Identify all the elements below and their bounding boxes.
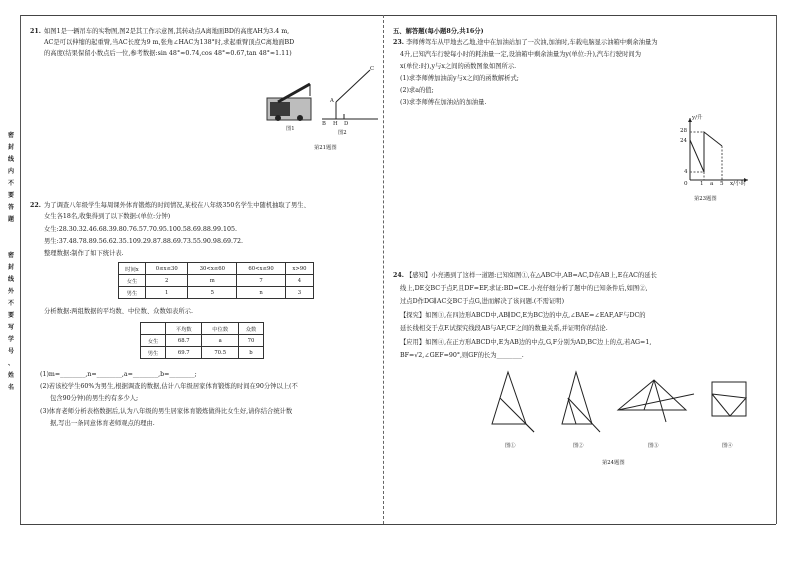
table-cell: 7 xyxy=(237,275,286,287)
analysis-text: 分析数据:两组数据的平均数、中位数、众数如表所示. xyxy=(44,308,193,315)
side-char: 密 xyxy=(7,252,14,259)
triangle-gef xyxy=(712,394,746,416)
table-cell: 1 xyxy=(145,287,187,299)
figure-label: 图① xyxy=(505,443,516,449)
triangle-abc xyxy=(562,372,592,424)
table-cell: x>90 xyxy=(285,263,313,275)
question-text-line: 线上,DE交BC于点F,且DF=EF,求证:BD=CE.小亮仔细分析了题中的已知条件后,如图②, xyxy=(400,285,648,292)
subquestion-3: (3)求李师傅在加油站的加油量. xyxy=(400,99,487,106)
figure-label: 图③ xyxy=(648,443,659,449)
side-char: 不 xyxy=(7,180,14,187)
side-char: 名 xyxy=(7,384,14,391)
section-heading: 五、解答题(每小题8分,共16分) xyxy=(393,28,484,35)
data-line-girls: 女生:28.30.32.46.68.39.80.76.57.70.95.100.58.69.88.99.105. xyxy=(44,226,237,233)
table-cell: a xyxy=(202,335,238,347)
data-line-boys: 男生:37.48.78.89.56.62.35.109.29.87.88.69.73.55.90.98.69.72. xyxy=(44,238,243,245)
y-tick-label: 28 xyxy=(680,128,688,134)
subquestion-3-cont: 据,写出一条同意体育老师观点的理由. xyxy=(50,420,155,427)
subquestion-1: (1)m=________,n=________,a=________,b=________; xyxy=(40,371,197,378)
side-char: 线 xyxy=(7,156,14,163)
table-cell: 女生 xyxy=(119,275,146,287)
side-char: 要 xyxy=(7,312,14,319)
side-char: 外 xyxy=(7,288,14,295)
table-cell: 男生 xyxy=(141,347,166,359)
side-char: 答 xyxy=(7,204,14,211)
figure-1-label: 图1 xyxy=(286,126,295,132)
question-text-line: x(单位:时),y与x之间的函数图象如图所示. xyxy=(400,63,517,70)
figure-caption: 第23题图 xyxy=(694,196,717,202)
figure-2-label: 图2 xyxy=(338,130,347,136)
crane-wheel xyxy=(297,115,303,121)
question-text-line: 【应用】如图④,在正方形ABCD中,E为AB边的中点,G,F分别为AD,BC边上的点,若AG=1, xyxy=(400,339,652,346)
point-label-h: H xyxy=(333,121,338,127)
table-cell: 5 xyxy=(188,287,237,299)
table-row xyxy=(141,347,264,359)
table-cell: b xyxy=(238,347,263,359)
table-cell: 女生 xyxy=(141,335,166,347)
extension-ce xyxy=(526,424,534,432)
table-row xyxy=(119,275,314,287)
y-axis-label: y/升 xyxy=(692,115,703,121)
question-text-line: 4升,已知汽车行驶每小时的耗油量一定,设油箱中剩余油量为y(单位:升),汽车行驶时间为 xyxy=(400,51,641,58)
crane-schematic-figure xyxy=(320,64,380,126)
question-text-line: BF=√2,∠GEF=90°,则GF的长为________. xyxy=(400,352,524,359)
question-text-line: 过点D作DG∥AC交BC于点G,进而解决了该问题.(不需证明) xyxy=(400,298,565,305)
question-text-line: 整理数据:制作了如下统计表. xyxy=(44,250,124,257)
side-char: 号 xyxy=(7,348,14,355)
side-char: 内 xyxy=(7,168,14,175)
question-number: 22. xyxy=(30,202,41,209)
statistics-table xyxy=(140,322,264,359)
table-cell: 2 xyxy=(145,275,187,287)
table-row xyxy=(119,287,314,299)
table-cell: 男生 xyxy=(119,287,146,299)
table-cell: 68.7 xyxy=(166,335,202,347)
table-cell: 30<x≤60 xyxy=(188,263,237,275)
question-number: 23. xyxy=(393,39,404,46)
table-cell: 时间x xyxy=(119,263,146,275)
question-text-line: 【感知】小亮遇到了这样一道题:已知如图①,在△ABC中,AB=AC,D在AB上,E在AC的延长 xyxy=(406,272,657,279)
x-tick-label: a xyxy=(710,181,714,187)
table-cell: 众数 xyxy=(238,323,263,335)
x-axis-label: x/小时 xyxy=(730,181,747,187)
table-row xyxy=(141,335,264,347)
side-char: 学 xyxy=(7,336,14,343)
question-text-line: AC是可以伸缩的起重臂,当AC长度为9 m,张角∠HAC为138°时,求起重臂顶点C离地面BD xyxy=(44,39,295,46)
table-cell: 4 xyxy=(285,275,313,287)
side-char: 密 xyxy=(7,132,14,139)
figure-label: 图④ xyxy=(722,443,733,449)
square-abcd xyxy=(712,382,746,416)
x-tick-label: 1 xyxy=(700,181,704,187)
geometry-figure-1 xyxy=(486,368,542,434)
side-char: 题 xyxy=(7,216,14,223)
point-label-a: A xyxy=(330,98,334,104)
side-char: 姓 xyxy=(7,372,14,379)
table-cell: 70 xyxy=(238,335,263,347)
subquestion-2-cont: 包含90分钟)的男生约有多少人; xyxy=(50,395,139,402)
y-tick-label: 24 xyxy=(680,138,688,144)
geometry-figure-4 xyxy=(708,378,752,422)
geometry-figure-2 xyxy=(556,368,608,434)
point-label-b: B xyxy=(322,121,326,127)
side-char: 写 xyxy=(7,324,14,331)
subquestion-3: (3)体育老师分析表格数据后,认为八年级的男生居家体育锻炼做得比女生好,请你结合统计数 xyxy=(40,408,293,415)
question-text-line: 为了调查八年级学生每周课外体育锻炼的时间情况,某校在八年级350名学生中随机抽取了男生、 xyxy=(44,202,310,209)
question-text-line: 的高度(结果保留小数点后一位,参考数据:sin 48°≈0.74,cos 48°≈0.67,tan 48°≈1.11) xyxy=(44,50,292,57)
table-header-row xyxy=(141,323,264,335)
table-cell: 0≤x≤30 xyxy=(145,263,187,275)
question-text-line: 【探究】如图③,在四边形ABCD中,AB∥DC,E为BC边的中点,∠BAE=∠EAF,AF与DC的 xyxy=(400,312,646,319)
side-char: 、 xyxy=(7,360,14,367)
crane-wheel xyxy=(275,115,281,121)
crane-cab xyxy=(270,102,290,116)
table-cell: m xyxy=(188,275,237,287)
frequency-table xyxy=(118,262,314,299)
figure-caption: 第21题图 xyxy=(314,145,337,151)
segment-af xyxy=(618,394,694,410)
question-number: 24. xyxy=(393,272,404,279)
subquestion-2: (2)求a的值; xyxy=(400,87,434,94)
side-char: 线 xyxy=(7,276,14,283)
question-text-line: 延长线相交于点F.试探究线段AB与AF,CF之间的数量关系,并证明你的结论. xyxy=(400,325,608,332)
question-number: 21. xyxy=(30,28,41,35)
table-cell: n xyxy=(237,287,286,299)
geometry-figure-3 xyxy=(614,376,696,428)
triangle-abc xyxy=(492,372,526,424)
fuel-line xyxy=(690,132,722,172)
x-tick-label: 0 xyxy=(684,181,688,187)
table-cell xyxy=(141,323,166,335)
question-text-line: 女生各18名,收集得到了以下数据:(单位:分钟) xyxy=(44,213,171,220)
side-char: 封 xyxy=(7,144,14,151)
table-cell: 平均数 xyxy=(166,323,202,335)
side-char: 要 xyxy=(7,192,14,199)
table-cell: 中位数 xyxy=(202,323,238,335)
y-tick-label: 4 xyxy=(684,169,688,175)
table-cell: 69.7 xyxy=(166,347,202,359)
figure-caption: 第24题图 xyxy=(602,460,625,466)
table-header-row xyxy=(119,263,314,275)
question-text-line: 李师傅驾车从甲地去乙地,途中在加油站加了一次油,加油时,车载电脑显示油箱中剩余油量为 xyxy=(406,39,658,46)
point-label-d: D xyxy=(344,121,349,127)
crane-photo-figure xyxy=(266,80,316,122)
table-cell: 3 xyxy=(285,287,313,299)
subquestion-2: (2)若该校学生60%为男生,根据调查的数据,估计八年级居家体育锻炼的时间在90分钟以上(不 xyxy=(40,383,298,390)
side-char: 封 xyxy=(7,264,14,271)
subquestion-1: (1)求李师傅加油前y与x之间的函数解析式; xyxy=(400,75,519,82)
x-tick-label: 5 xyxy=(720,181,724,187)
side-char: 不 xyxy=(7,300,14,307)
table-cell: 60<x≤90 xyxy=(237,263,286,275)
figure-label: 图② xyxy=(573,443,584,449)
point-label-c: C xyxy=(370,66,375,72)
table-cell: 70.5 xyxy=(202,347,238,359)
arm-ac xyxy=(336,70,370,102)
question-text-line: 如图1是一辆吊车的实物图,图2是其工作示意图,其转动点A离地面BD的高度AH为3.4 m, xyxy=(44,28,290,35)
